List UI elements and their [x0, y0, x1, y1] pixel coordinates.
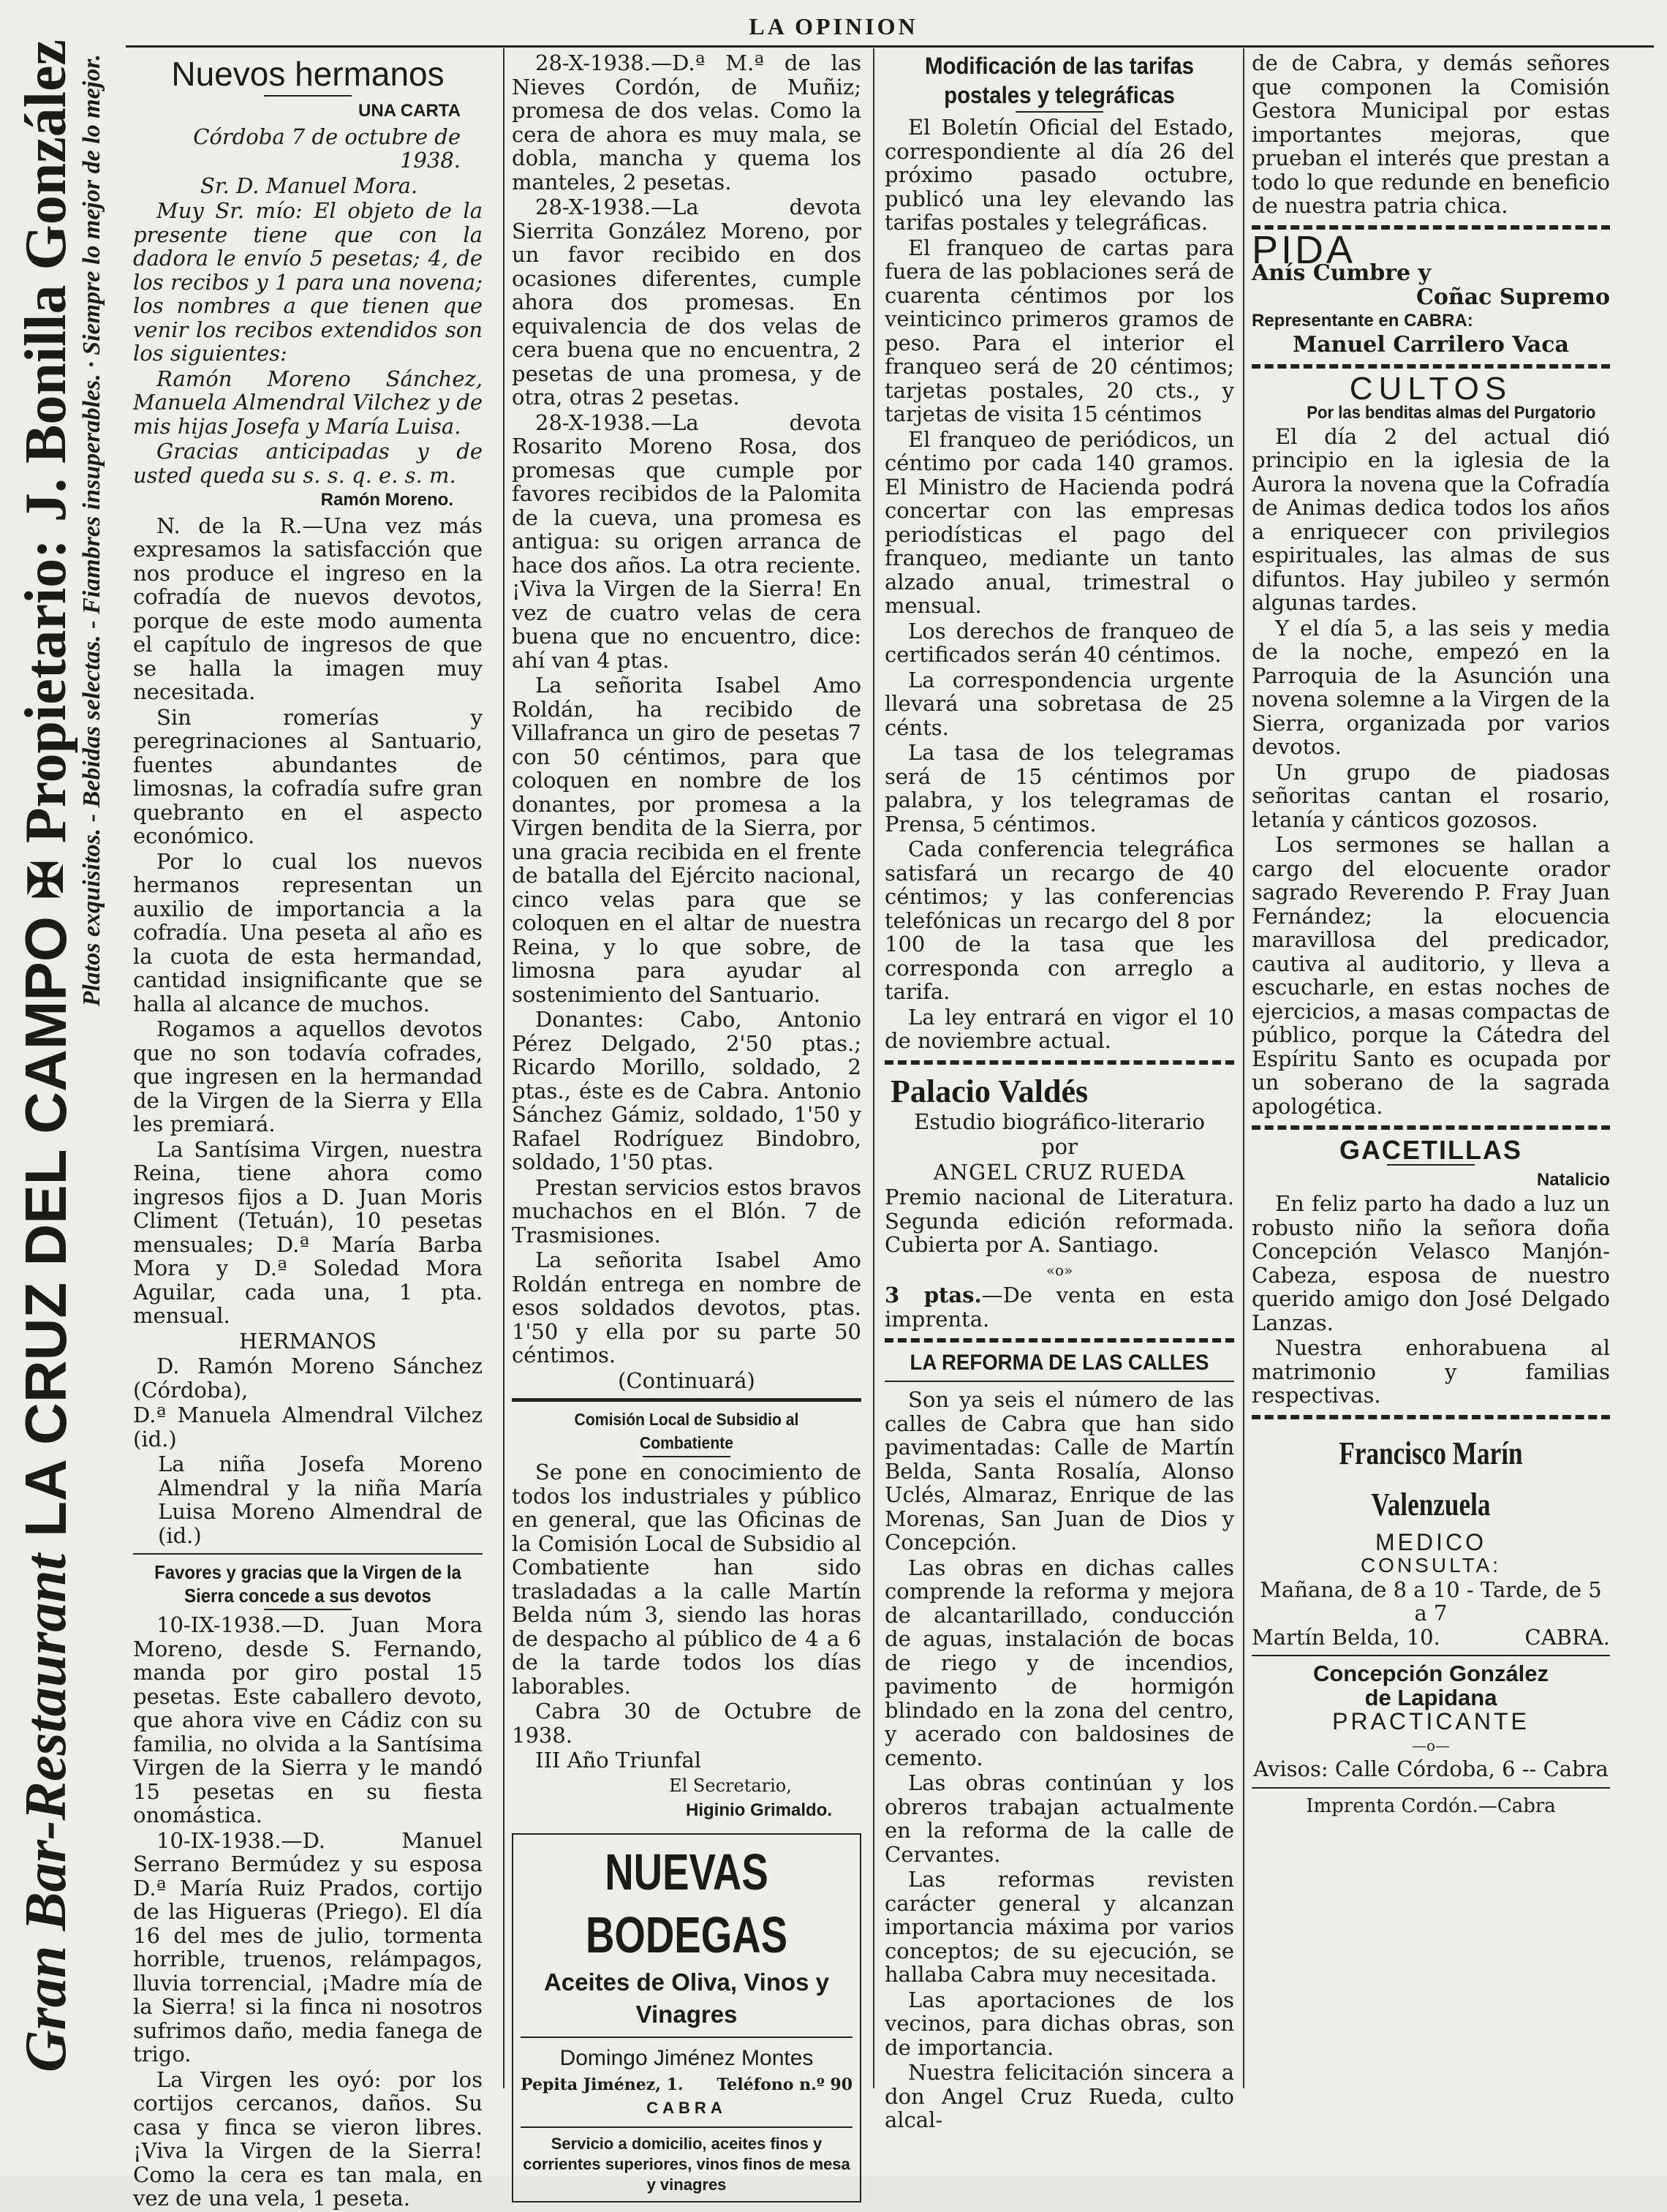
article-subtitle: UNA CARTA: [358, 101, 461, 121]
ad-phone: Teléfono n.º 90: [717, 2075, 853, 2094]
section-heading: Comisión Local de Subsidio al Combatiente: [574, 1410, 799, 1452]
ad-nurse-name: Concepción González: [1312, 1661, 1549, 1686]
letter-signature: Ramón Moreno.: [320, 490, 453, 510]
ad-nurse-name: de Lapidana: [1364, 1684, 1497, 1710]
ad-nurse-title: PRACTICANTE: [1332, 1708, 1530, 1735]
ad-owner: Domingo Jiménez Montes: [559, 2045, 814, 2070]
paragraph: Las aportaciones de los vecinos, para dichas obras, son de importancia.: [885, 1987, 1234, 2060]
book-description: Premio nacional de Literatura. Segunda edición reformada. Cubierta por A. Santiago.: [885, 1185, 1234, 1257]
separator: —o—: [1411, 1736, 1451, 1754]
column-rule: [873, 48, 874, 2088]
section-heading: GACETILLAS: [1339, 1135, 1522, 1165]
paragraph: La señorita Isabel Amo Roldán entrega en nombre de esos soldados devotos, ptas. 1'50 y ella por su parte 50 céntimos.: [512, 1247, 861, 1367]
letter-salutation: Sr. D. Manuel Mora.: [200, 173, 418, 198]
column-rule: [1243, 48, 1244, 2088]
section-heading: LA REFORMA DE LAS CALLES: [910, 1351, 1209, 1375]
ad-nuevas-bodegas: [512, 1833, 861, 2202]
paragraph: Los sermones se hallan a cargo del elocuente orador sagrado Reverendo P. Fray Juan Fernández; la elocuencia maravillosa del predicador, cautiva al auditorio, y lleva a escucharle, en estas noches de ejercicios, a masas compactas de público, porque la Cátedra del Espíritu Santo es ocupada por un soberano de la sagrada apologética.: [1252, 832, 1610, 1119]
ad-title: NUEVAS BODEGAS: [585, 1843, 788, 1963]
section-heading: Favores y gracias que la Virgen de la Sierra concede a sus devotos: [154, 1561, 461, 1607]
column-2: [512, 51, 861, 2207]
section-subheading: Por las benditas almas del Purgatorio: [1307, 402, 1596, 423]
book-author: ANGEL CRUZ RUEDA: [933, 1159, 1186, 1185]
ad-pida-line: Representante en CABRA:: [1252, 311, 1473, 331]
section-label: HERMANOS: [239, 1328, 377, 1354]
ad-pida-line: Anís Cumbre y: [1252, 260, 1431, 286]
signature-role: El Secretario,: [669, 1775, 792, 1796]
paragraph: Los derechos de franqueo de certificados serán 40 céntimos.: [885, 618, 1234, 667]
ad-address: Pepita Jiménez, 1.: [521, 2075, 684, 2094]
paragraph: 28-X-1938.—La devota Rosarito Moreno Rosa, dos promesas que cumple por favores recibidos de la Palomita de la cueva, una promesa es antigua: su origen arranca de hace dos años. La otra reciente. ¡Viva la Virgen de la Sierra! En vez de cuatro velas de cera buena que no encuentro, dice: ahí van 4 ptas.: [512, 409, 861, 673]
paragraph: 10-IX-1938.—D. Manuel Serrano Bermúdez y su esposa D.ª María Ruiz Prados, cortijo de las Higueras (Priego). El día 16 del mes de julio, tormenta horrible, truenos, relámpagos, lluvia torrencial, ¡Madre mía de la Sierra! si la finca ni nosotros sufrimos daño, media fanega de trigo.: [133, 1827, 483, 2066]
ad-nurse-address: Avisos: Calle Córdoba, 6 -- Cabra: [1253, 1756, 1609, 1781]
paragraph: Prestan servicios estos bravos muchachos en el Blón. 7 de Trasmisiones.: [512, 1174, 861, 1247]
ad-doctor-title: MEDICO: [1375, 1528, 1486, 1555]
banner-line1: Platos exquisitos. - Bebidas selectas. -: [78, 620, 105, 1007]
running-head: LA OPINION: [749, 13, 918, 39]
paragraph: La Virgen les oyó: por los cortijos cercanos, daños. Su casa y finca se vieron libres. ¡Viva la Virgen de la Sierra! Como la cera es tan mala, en vez de una vela, 1 peseta.: [133, 2066, 483, 2211]
paragraph: Las reformas revisten carácter general y alcanzan importancia máxima por varios conceptos; de su ejecución, se hallaba Cabra muy necesitada.: [885, 1867, 1234, 1987]
ad-pida-line: Coñac Supremo: [1416, 284, 1610, 310]
article-title: Nuevos hermanos: [171, 55, 445, 93]
banner-owner-label: Propietario:: [14, 539, 78, 844]
paragraph: La correspondencia urgente llevará una sobretasa de 25 cénts.: [885, 667, 1234, 740]
ad-doctor-city: CABRA.: [1524, 1624, 1610, 1650]
paragraph: El franqueo de cartas para fuera de las poblaciones será de cuarenta céntimos por los veinticinco primeros gramos de peso. Para el interior el franqueo será de 20 céntimos; tarjetas postales, 20 cts., y tarjetas de visita 15 céntimos: [885, 235, 1234, 426]
banner-line2: Fiambres insuperables.: [78, 374, 105, 614]
paragraph: Sin romerías y peregrinaciones al Santuario, fuentes abundantes de limosnas, la cofradía sufre gran quebranto en el aspecto económico.: [133, 704, 483, 848]
book-subtitle: Estudio biográfico-literario: [914, 1109, 1205, 1134]
paragraph: La tasa de los telegramas será de 15 céntimos por palabra, y los telegramas de Prensa, 5 céntimos.: [885, 740, 1234, 837]
side-banner-ad: Gran Bar-Restaurant LA CRUZ DEL CAMPO ✠ Propietario: J. Bonilla González Platos exquisitos. - Bebidas selectas. - Fiambres insuperables. · Siempre lo mejor de lo mejor.: [10, 10, 124, 2102]
separator: «o»: [1046, 1261, 1073, 1279]
ad-subtitle: Aceites de Oliva, Vinos y Vinagres: [543, 1968, 830, 2028]
paragraph: El franqueo de periódicos, un céntimo por cada 140 gramos. El Ministro de Hacienda podrá concertar con las empresas periodísticas el pago del franqueo, mediante un tanto alzado anual, trimestral o mensual.: [885, 426, 1234, 618]
book-by: por: [1041, 1134, 1078, 1159]
signature-name: Higinio Grimaldo.: [685, 1800, 832, 1820]
ad-doctor-name: Francisco Marín Valenzuela: [1339, 1435, 1523, 1522]
paragraph: Un grupo de piadosas señoritas cantan el rosario, letanía y cánticos gozosos.: [1252, 759, 1610, 832]
book-title: Palacio Valdés: [891, 1073, 1089, 1109]
banner-line3: Siempre lo mejor de lo mejor.: [78, 54, 105, 355]
paragraph: El día 2 del actual dió principio en la iglesia de la Aurora la novena que la Cofradía de Animas dedica todos los años a enriquecer con privilegios espirituales, las almas de sus difuntos. Hay jubileo y sermón algunas tardes.: [1252, 423, 1610, 615]
section-subheading: Natalicio: [1536, 1169, 1610, 1190]
paragraph: Muy Sr. mío: El objeto de la presente tiene que con la dadora le envío 5 pesetas; 4, de los recibos y 1 para una novena; los nombres a que tienen que venir los recibos extendidos son los siguientes:: [133, 198, 483, 366]
letter-date: Córdoba 7 de octubre de 1938.: [193, 124, 461, 173]
paragraph: Se pone en conocimiento de todos los industriales y público en general, que las Oficinas de la Comisión Local de Subsidio al Combatiente han sido trasladadas a la calle Martín Belda núm 3, siendo las horas de despacho al público de 4 a 6 de la tarde todos los días laborables.: [512, 1460, 861, 1699]
printer-imprint: Imprenta Cordón.—Cabra: [1306, 1794, 1556, 1817]
article-title: Modificación de las tarifas postales y telegráficas: [924, 53, 1195, 108]
paragraph: Cada conferencia telegráfica satisfará un recargo de 40 céntimos; y las conferencias telefónicas un recargo del 8 por 100 de la tasa que les corresponda con arreglo a tarifa.: [885, 837, 1234, 1004]
column-1: [133, 51, 483, 2212]
paragraph: Son ya seis el número de las calles de Cabra que han sido pavimentadas: Calle de Martín Belda, Santa Rosalía, Alonso Uclés, Almaraz, Enrique de las Morenas, San Juan de Dios y Concepción.: [885, 1387, 1234, 1555]
column-rule: [503, 48, 504, 2088]
paragraph: de de Cabra, y demás señores que componen la Comisión Gestora Municipal por estas importantes mejoras, que prueban el interés que prestan a todo lo que redunde en beneficio de nuestra patria chica.: [1252, 50, 1610, 218]
ad-doctor-address: Martín Belda, 10.: [1252, 1624, 1440, 1650]
ad-pida-line: Manuel Carrilero Vaca: [1293, 331, 1569, 358]
paragraph: La ley entrará en vigor el 10 de noviembre actual.: [885, 1004, 1234, 1053]
ad-doctor-hours: Mañana, de 8 a 10 - Tarde, de 5 a 7: [1260, 1577, 1602, 1626]
list-item: D.ª Manuela Almendral Vilchez (id.): [133, 1403, 483, 1452]
paragraph: N. de la R.—Una vez más expresamos la satisfacción que nos produce el ingreso en la cofradía de nuevos devotos, porque de este modo aumenta el capítulo de ingresos de que se halla la imagen muy necesitada.: [133, 513, 483, 704]
paragraph: 28-X-1938.—La devota Sierrita González Moreno, por un favor recibido en dos ocasiones diferentes, cumple ahora dos promesas. En equivalencia de dos velas de cera buena que no encuentra, 2 pesetas de una promesa, y de otra, otras 2 pesetas.: [512, 195, 861, 409]
ad-pida-title: PIDA: [1252, 227, 1356, 272]
paragraph: Nuestra felicitación sincera a don Angel Cruz Rueda, culto alcal-: [885, 2060, 1234, 2132]
paragraph: Gracias anticipadas y de usted queda su s. s. q. e. s. m.: [133, 439, 483, 488]
list-item: La niña Josefa Moreno Almendral y la niña María Luisa Moreno Almendral de (id.): [158, 1452, 483, 1548]
paragraph: En feliz parto ha dado a luz un robusto niño la señora doña Concepción Velasco Manjón-Cabeza, esposa de nuestro querido amigo don José Delgado Lanzas.: [1252, 1191, 1610, 1335]
paragraph: Nuestra enhorabuena al matrimonio y familias respectivas.: [1252, 1335, 1610, 1408]
paragraph: 10-IX-1938.—D. Juan Mora Moreno, desde S. Fernando, manda por giro postal 15 pesetas. Este caballero devoto, que ahora vive en Cádiz con su familia, no olvida a la Santísima Virgen de la Sierra y le mandó 15 pesetas en su fiesta onomástica.: [133, 1612, 483, 1827]
paragraph: III Año Triunfal: [535, 1748, 702, 1773]
cross-ornament-icon: ✠: [20, 860, 72, 899]
list-item: D. Ramón Moreno Sánchez (Córdoba),: [133, 1354, 483, 1403]
section-heading: CULTOS: [1349, 371, 1513, 407]
paragraph: Rogamos a aquellos devotos que no son todavía cofrades, que ingresen en la hermandad de la Virgen de la Sierra y Ella les premiará.: [133, 1016, 483, 1136]
paragraph: Por lo cual los nuevos hermanos representan un auxilio de importancia a la cofradía. Una peseta al año es la cuota de esta hermandad, cantidad insignificante que se halla al alcance de muchos.: [133, 848, 483, 1016]
column-4: [1252, 51, 1610, 1818]
banner-prefix: Gran Bar-Restaurant: [14, 1553, 78, 2072]
paragraph: Ramón Moreno Sánchez, Manuela Almendral Vilchez y de mis hijas Josefa y María Luisa.: [133, 366, 483, 439]
paragraph: Las obras continúan y los obreros trabajan actualmente en la reforma de la calle de Cervantes.: [885, 1770, 1234, 1867]
paragraph: 28-X-1938.—D.ª M.ª de las Nieves Cordón, de Muñiz; promesa de dos velas. Como la cera de ahora es muy mala, se dobla, mancha y quema los manteles, 2 pesetas.: [512, 50, 861, 195]
paragraph: La Santísima Virgen, nuestra Reina, tiene ahora como ingresos fijos a D. Juan Moris Climent (Tetuán), 10 pesetas mensuales; D.ª María Barba Mora y D.ª Soledad Mora Aguilar, cada una, 1 pta. mensual.: [133, 1136, 483, 1328]
column-3: [885, 51, 1234, 2134]
book-sale: —De venta en esta imprenta.: [885, 1283, 1234, 1332]
banner-name: LA CRUZ DEL CAMPO: [13, 916, 78, 1537]
ad-city: CABRA: [646, 2099, 727, 2117]
book-price: 3 ptas.: [885, 1283, 982, 1307]
ad-footer: Servicio a domicilio, aceites finos y corrientes superiores, vinos finos de mesa y vinagres: [523, 2134, 850, 2194]
ad-doctor-consult: CONSULTA:: [1360, 1554, 1502, 1577]
paragraph: Donantes: Cabo, Antonio Pérez Delgado, 2'50 ptas.; Ricardo Morillo, soldado, 2 ptas., éste es de Cabra. Antonio Sánchez Gámiz, soldado, 1'50 y Rafael Rodríguez Bindobro, soldado, 1'50 ptas.: [512, 1007, 861, 1174]
paragraph: La señorita Isabel Amo Roldán, ha recibido de Villafranca un giro de pesetas 7 con 50 céntimos, para que coloquen en nombre de los donantes, por promesa a la Virgen bendita de la Sierra, por una gracia recibida en el frente de batalla del Ejército nacional, cinco velas para que se coloquen en el altar de nuestra Reina, y lo que sobre, de limosna para ayudar al sostenimiento del Santuario.: [512, 673, 861, 1007]
continued-note: (Continuará): [618, 1367, 755, 1393]
paragraph: Cabra 30 de Octubre de 1938.: [512, 1699, 861, 1748]
paragraph: Y el día 5, a las seis y media de la noche, empezó en la Parroquia de la Asunción una novena solemne a la Virgen de la Sierra, organizada por varios devotos.: [1252, 615, 1610, 759]
paragraph: El Boletín Oficial del Estado, correspondiente al día 26 del próximo pasado octubre, publicó una ley elevando las tarifas postales y telegráficas.: [885, 115, 1234, 235]
paragraph: Las obras en dichas calles comprende la reforma y mejora de alcantarillado, conducción de aguas, instalación de bocas de riego y de incendios, pavimento de hormigón blindado en la zona del centro, y acerado con baldosines de cemento.: [885, 1555, 1234, 1770]
banner-owner: J. Bonilla González: [14, 39, 78, 523]
